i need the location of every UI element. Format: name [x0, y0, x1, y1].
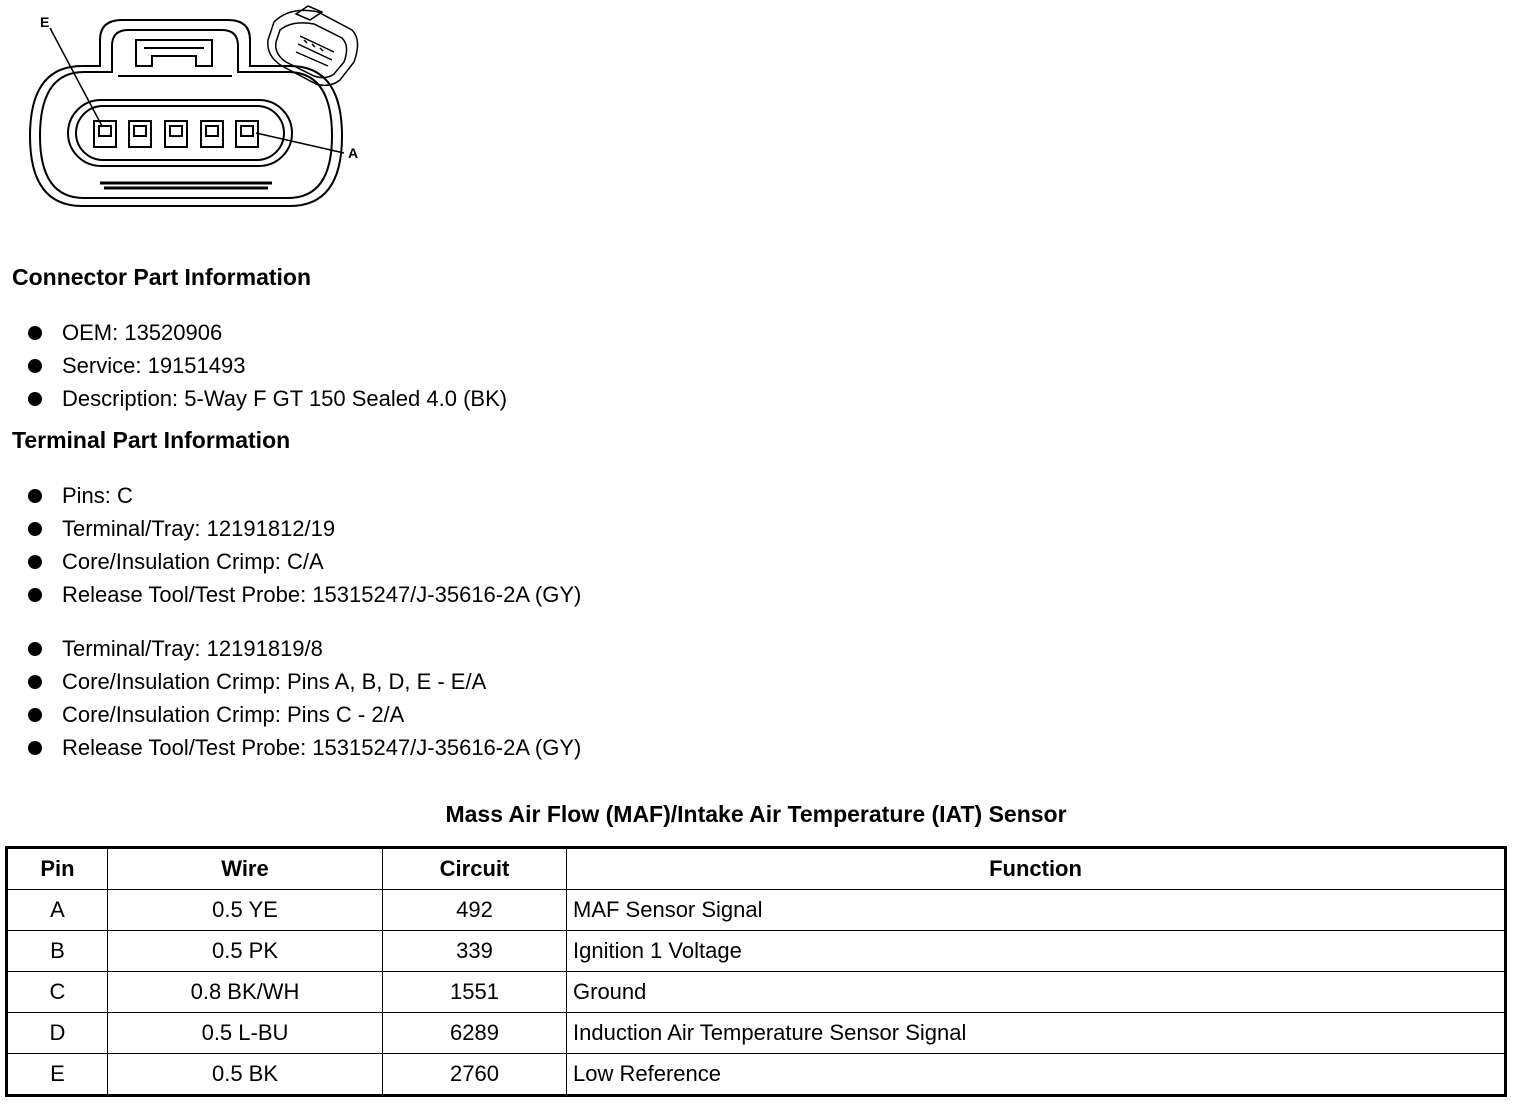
pin-c-cavity — [165, 121, 187, 147]
wire-cell: 0.5 L-BU — [108, 1013, 383, 1054]
function-cell: MAF Sensor Signal — [567, 890, 1506, 931]
column-header-circuit: Circuit — [383, 848, 567, 890]
list-item: Core/Insulation Crimp: Pins C - 2/A — [28, 698, 581, 731]
bullet-icon — [28, 522, 42, 536]
table-row — [7, 972, 1506, 1013]
pin-b-cavity — [201, 121, 223, 147]
bullet-icon — [28, 588, 42, 602]
connector-latch — [136, 40, 212, 66]
terminal-part-list-1 — [28, 479, 581, 611]
list-item: Release Tool/Test Probe: 15315247/J-35616-2A (GY) — [28, 578, 581, 611]
list-item: Release Tool/Test Probe: 15315247/J-35616-2A (GY) — [28, 731, 581, 764]
list-item: Terminal/Tray: 12191812/19 — [28, 512, 581, 545]
list-item: OEM: 13520906 — [28, 316, 507, 349]
pin-cell: A — [7, 890, 108, 931]
wire-cell: 0.5 PK — [108, 931, 383, 972]
bullet-icon — [28, 359, 42, 373]
table-header-row — [7, 848, 1506, 890]
column-header-wire: Wire — [108, 848, 383, 890]
terminal-part-list-2 — [28, 632, 581, 764]
function-cell: Ignition 1 Voltage — [567, 931, 1506, 972]
pin-cell: D — [7, 1013, 108, 1054]
table-row — [7, 890, 1506, 931]
table-row — [7, 1054, 1506, 1096]
connector-thumbnail — [268, 6, 358, 85]
function-cell: Induction Air Temperature Sensor Signal — [567, 1013, 1506, 1054]
circuit-cell: 492 — [383, 890, 567, 931]
pin-cell: B — [7, 931, 108, 972]
pin-d-cavity — [129, 121, 151, 147]
list-item: Pins: C — [28, 479, 581, 512]
column-header-pin: Pin — [7, 848, 108, 890]
pin-label-e: E — [40, 14, 50, 30]
list-item: Core/Insulation Crimp: C/A — [28, 545, 581, 578]
connector-diagram — [0, 0, 380, 215]
wire-cell: 0.8 BK/WH — [108, 972, 383, 1013]
circuit-cell: 6289 — [383, 1013, 567, 1054]
pin-cell: C — [7, 972, 108, 1013]
bullet-icon — [28, 675, 42, 689]
list-item: Description: 5-Way F GT 150 Sealed 4.0 (BK) — [28, 382, 507, 415]
bullet-icon — [28, 708, 42, 722]
function-cell: Ground — [567, 972, 1506, 1013]
bullet-icon — [28, 555, 42, 569]
pin-a-cavity — [236, 121, 258, 147]
circuit-cell: 2760 — [383, 1054, 567, 1096]
connector-part-list — [28, 316, 507, 415]
list-item: Core/Insulation Crimp: Pins A, B, D, E - E/A — [28, 665, 581, 698]
bullet-icon — [28, 489, 42, 503]
pin-cell: E — [7, 1054, 108, 1096]
table-row — [7, 1013, 1506, 1054]
table-row — [7, 931, 1506, 972]
bullet-icon — [28, 392, 42, 406]
pinout-table — [5, 846, 1507, 1097]
bullet-icon — [28, 326, 42, 340]
pin-label-a: A — [348, 145, 359, 161]
terminal-part-heading: Terminal Part Information — [12, 427, 291, 453]
leader-line-a — [256, 133, 344, 153]
wire-cell: 0.5 BK — [108, 1054, 383, 1096]
pinout-table-title: Mass Air Flow (MAF)/Intake Air Temperature (IAT) Sensor — [445, 801, 1067, 827]
bullet-icon — [28, 642, 42, 656]
function-cell: Low Reference — [567, 1054, 1506, 1096]
pin-e-cavity — [94, 121, 116, 147]
circuit-cell: 1551 — [383, 972, 567, 1013]
column-header-function: Function — [567, 848, 1506, 890]
bullet-icon — [28, 741, 42, 755]
list-item: Service: 19151493 — [28, 349, 507, 382]
list-item: Terminal/Tray: 12191819/8 — [28, 632, 581, 665]
wire-cell: 0.5 YE — [108, 890, 383, 931]
connector-part-heading: Connector Part Information — [12, 264, 312, 290]
circuit-cell: 339 — [383, 931, 567, 972]
